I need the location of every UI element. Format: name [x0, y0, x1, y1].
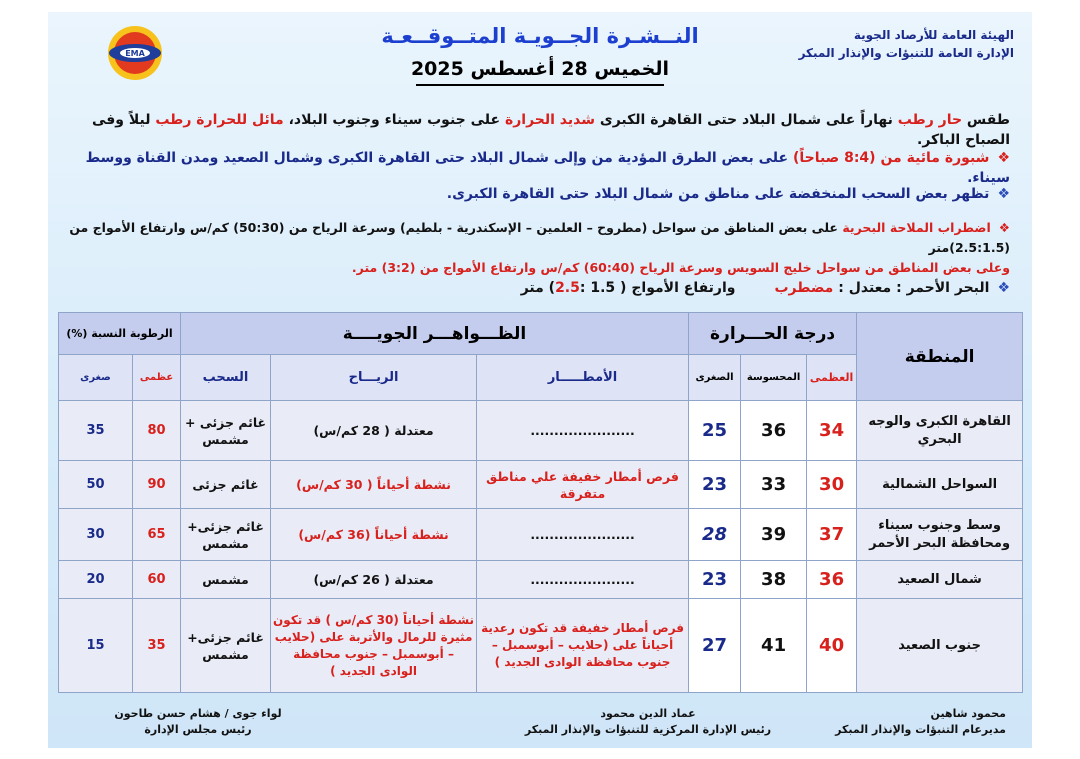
signature-name: محمود شاهين — [930, 707, 1006, 720]
signature-title: مديرعام التنبؤات والإنذار المبكر — [835, 723, 1006, 736]
waves-unit: ) متر — [520, 280, 556, 296]
org-name: الهيئة العامة للأرصاد الجوية — [853, 28, 1014, 42]
fog-text: على بعض الطرق المؤدية من وإلى شمال البلاد حتى القاهرة الكبرى وشمال الصعيد ومدن القناة ووسط سيناء. — [85, 150, 1010, 186]
col-clouds: السحب — [181, 355, 271, 401]
rain-cell: ...................... — [477, 509, 689, 561]
signature-title: رئيس الإدارة المركزية للتنبؤات والإنذار المبكر — [524, 723, 772, 736]
temp-feels: 33 — [741, 461, 807, 509]
temperature-header: درجة الحـــرارة — [689, 313, 857, 355]
marine-highlight: اضطراب الملاحة البحرية — [842, 220, 991, 235]
region-name: وسط وجنوب سيناء ومحافظة البحر الأحمر — [857, 509, 1023, 561]
humidity-min: 50 — [59, 461, 133, 509]
rain-cell: فرص أمطار خفيفة علي مناطق متفرقة — [477, 461, 689, 509]
signature-name: لواء جوى / هشام حسن طاحون — [114, 707, 282, 720]
red-sea-bullet — [70, 278, 1010, 298]
temp-min: 25 — [689, 401, 741, 461]
region-header: المنطقة — [857, 313, 1023, 401]
summary-text: نهاراً على شمال البلاد حتى القاهرة الكبرى — [595, 112, 898, 128]
marine-text: على بعض المناطق من سواحل (مطروح – العلمين – الإسكندرية - بلطيم) وسرعة الرياح من (50:30) كم/س وارتفاع الأمواج من (2.5:1.5)متر — [69, 220, 1010, 255]
summary-paragraph — [70, 110, 1010, 150]
diamond-bullet-icon: ❖ — [997, 280, 1010, 296]
wind-cell: معتدلة ( 28 كم/س) — [271, 401, 477, 461]
clouds-cell: غائم جزئى+ مشمس — [181, 599, 271, 693]
wind-cell: نشطة أحياناً (30 كم/س ) قد تكون مثيرة للرمال والأتربة على (حلايب – أبوسمبل – جنوب محافظة الوادى الجديد ) — [271, 599, 477, 693]
table-row — [59, 509, 1023, 561]
logo-text: EMA — [125, 49, 145, 58]
humidity-max: 65 — [133, 509, 181, 561]
wind-cell: نشطة أحياناً (36 كم/س) — [271, 509, 477, 561]
col-humidity-min: صغرى — [59, 355, 133, 401]
temp-max: 34 — [807, 401, 857, 461]
humidity-min: 30 — [59, 509, 133, 561]
col-min: الصغرى — [689, 355, 741, 401]
rain-cell: ...................... — [477, 401, 689, 461]
clouds-bullet — [70, 184, 1010, 204]
diamond-bullet-icon: ❖ — [997, 150, 1010, 166]
temp-feels: 39 — [741, 509, 807, 561]
summary-text: طقس — [962, 112, 1010, 128]
temp-min: 28 — [689, 509, 741, 561]
bulletin-date: الخميس 28 أغسطس 2025 — [410, 58, 670, 80]
region-name: القاهرة الكبرى والوجه البحري — [857, 401, 1023, 461]
rain-cell: فرص أمطار خفيفة قد تكون رعدية أحياناً على (حلايب – أبوسمبل – جنوب محافظة الوادى الجديد ) — [477, 599, 689, 693]
temp-feels: 36 — [741, 401, 807, 461]
humidity-max: 90 — [133, 461, 181, 509]
temp-max: 36 — [807, 561, 857, 599]
wind-cell: معتدلة ( 26 كم/س) — [271, 561, 477, 599]
bulletin-sheet — [48, 12, 1032, 748]
clouds-cell: غائم جزئى + مشمس — [181, 401, 271, 461]
signature-chairman — [108, 706, 288, 738]
col-feels: المحسوسة — [741, 355, 807, 401]
red-sea-state: مضطرب — [774, 280, 834, 296]
col-humidity-max: عظمى — [133, 355, 181, 401]
temp-feels: 38 — [741, 561, 807, 599]
humidity-header: الرطوبة النسبة (%) — [59, 313, 181, 355]
clouds-cell: غائم جزئى — [181, 461, 271, 509]
humidity-min: 20 — [59, 561, 133, 599]
summary-highlight: شديد الحرارة — [504, 112, 596, 128]
clouds-text: تظهر بعض السحب المنخفضة على مناطق من شمال البلاد حتى القاهرة الكبرى. — [446, 186, 990, 202]
col-rain: الأمطـــــار — [477, 355, 689, 401]
summary-highlight: حار رطب — [897, 112, 963, 128]
red-sea-label: البحر الأحمر : معتدل : — [833, 280, 990, 296]
humidity-min: 35 — [59, 401, 133, 461]
region-name: شمال الصعيد — [857, 561, 1023, 599]
col-max: العظمى — [807, 355, 857, 401]
summary-text: على جنوب سيناء وجنوب البلاد، — [283, 112, 505, 128]
org-department: الإدارة العامة للتنبؤات والإنذار المبكر — [798, 46, 1014, 60]
signature-name: عماد الدين محمود — [600, 707, 696, 720]
wind-cell: نشطة أحياناً ( 30 كم/س) — [271, 461, 477, 509]
temp-min: 23 — [689, 561, 741, 599]
waves-value: 2.5 — [555, 280, 580, 296]
temp-max: 37 — [807, 509, 857, 561]
signature-title: رئيس مجلس الإدارة — [144, 723, 252, 736]
table-row — [59, 561, 1023, 599]
signature-head — [498, 706, 798, 738]
summary-text: ليلاً وفى الصباح الباكر. — [91, 112, 1010, 148]
waves-label: وارتفاع الأمواج ( 1.5 : — [579, 280, 736, 296]
marine-bullet — [50, 218, 1010, 278]
forecast-table — [58, 312, 1022, 692]
temp-max: 30 — [807, 461, 857, 509]
humidity-max: 60 — [133, 561, 181, 599]
clouds-cell: غائم جزئى+ مشمس — [181, 509, 271, 561]
fog-bullet — [70, 148, 1010, 188]
diamond-bullet-icon: ❖ — [997, 186, 1010, 202]
humidity-max: 35 — [133, 599, 181, 693]
date-underline — [416, 84, 664, 86]
clouds-cell: مشمس — [181, 561, 271, 599]
temp-min: 27 — [689, 599, 741, 693]
temp-max: 40 — [807, 599, 857, 693]
table-row — [59, 401, 1023, 461]
diamond-bullet-icon: ❖ — [998, 220, 1010, 235]
temp-min: 23 — [689, 461, 741, 509]
bulletin-title: النــشـرة الجــويـة المتــوقــعـة — [381, 24, 699, 48]
region-name: جنوب الصعيد — [857, 599, 1023, 693]
summary-highlight: مائل للحرارة رطب — [155, 112, 284, 128]
signature-director — [835, 706, 1006, 738]
fog-highlight: شبورة مائية من (8:4 صباحاً) — [792, 150, 990, 166]
rain-cell: ...................... — [477, 561, 689, 599]
temp-feels: 41 — [741, 599, 807, 693]
weather-header: الظـــواهـــر الجويــــة — [181, 313, 689, 355]
region-name: السواحل الشمالية — [857, 461, 1023, 509]
marine-text-2: وعلى بعض المناطق من سواحل خليج السويس وسرعة الرياح (60:40) كم/س وارتفاع الأمواج من (3:2) متر. — [351, 260, 1010, 275]
table-row — [59, 461, 1023, 509]
humidity-max: 80 — [133, 401, 181, 461]
table-row — [59, 599, 1023, 693]
humidity-min: 15 — [59, 599, 133, 693]
col-wind: الريـــاح — [271, 355, 477, 401]
